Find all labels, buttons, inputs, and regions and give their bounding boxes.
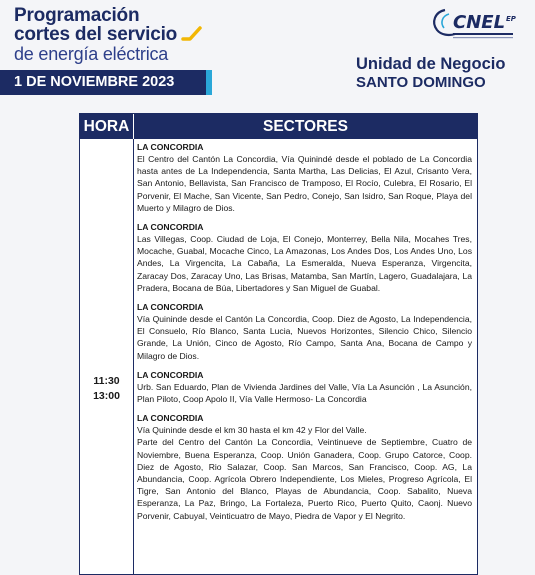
- sector-entry: [137, 370, 472, 405]
- hora-cell: [80, 374, 133, 404]
- title-line-1: Programación: [14, 5, 140, 26]
- sectores-cell: [137, 142, 472, 530]
- sector-entry: [137, 302, 472, 362]
- unit-title: Unidad de Negocio: [356, 55, 506, 73]
- cnel-logo: [431, 6, 523, 46]
- column-divider: [133, 139, 134, 574]
- column-header-hora: HORA: [83, 118, 130, 135]
- header-title-block: [14, 6, 203, 64]
- sector-description: Las Villegas, Coop. Ciudad de Loja, El Conejo, Monterrey, Bella Nila, Mocahes Tres, Mocache, Guabal, Mocache Cinco, La Amazonas, Los Andes Dos, Los Andes Uno, Los Andes, La Virgencita, La Cabaña, La Esmeralda, Nueva Esperanza, Virgencita, Zaracay Dos, Zaracay Uno, Las Brisas, Matamba, San Martín, Lagero, Guadalajara, La Pradera, Bocana de Búa, Libertadores y San Miguel de Guabal.: [137, 234, 472, 293]
- date-banner: 1 DE NOVIEMBRE 2023: [0, 70, 206, 95]
- title-line-2: [14, 25, 203, 44]
- sector-name: LA CONCORDIA: [137, 369, 204, 380]
- sector-name: LA CONCORDIA: [137, 302, 204, 313]
- sector-description: El Centro del Cantón La Concordia, Vía Quinindé desde el poblado de La Concordia hasta antes de La Independencia, Santa Martha, Las Delicias, El Azul, Crisanto Vera, San Antonio, Bellavista, San Francisco de Tramposo, El Rocío, Culebra, El Rosario, El Porvenir, El Mache, San Vicente, San Pedro, Conejo, San Isidro, San Roque, Playa del Muerto y Milagro de Dios.: [137, 154, 472, 213]
- sector-description: Vía Quininde desde el Cantón La Concordia, Coop. Diez de Agosto, La Independencia, El Consuelo, Río Blanco, Santa Lucia, Nuevos Horizontes, Silencio Chico, Silencio Grande, La Unión, Cinco de Agosto, Río Campo, Santa Ana, Bocana de Campo y Milagro de Dios.: [137, 314, 472, 361]
- business-unit: [356, 54, 505, 92]
- unit-name: SANTO DOMINGO: [356, 74, 486, 91]
- sector-name: LA CONCORDIA: [137, 413, 204, 424]
- cnel-logo-icon: [431, 6, 523, 46]
- svg-text:CNEL: CNEL: [453, 12, 506, 33]
- accent-check-icon: [181, 26, 203, 42]
- sector-name: LA CONCORDIA: [137, 222, 204, 233]
- sector-entry: [137, 142, 472, 214]
- date-banner-accent: [206, 70, 212, 95]
- sector-entry: [137, 413, 472, 522]
- hora-end: 13:00: [93, 390, 120, 402]
- title-line-3: de energía eléctrica: [14, 44, 169, 64]
- table-header: [80, 114, 477, 139]
- column-header-sectores: SECTORES: [263, 118, 348, 135]
- sector-description: Vía Quininde desde el km 30 hasta el km 42 y Flor del Valle.: [137, 425, 367, 436]
- title-line-2-text: cortes del servicio: [14, 24, 178, 45]
- sector-name: LA CONCORDIA: [137, 142, 204, 152]
- schedule-table: [79, 113, 478, 575]
- svg-text:EP: EP: [506, 15, 516, 23]
- sector-description-continued: Parte del Centro del Cantón La Concordia, Veintinueve de Septiembre, Cuatro de Noviembre, Buena Esperanza, Coop. Unión Ganadera, Coop. Grupo Catorce, Coop. Diez de Agosto, Rio Salazar, Coop. San Marcos, San Francisco, Coop. AG, La Abundancia, Coop. Agrícola Obrero Independiente, Los Mieles, Progreso Agrícola, El Tigre, San Antonio del Blanco, Playas de Abundancia, Coop. Sabalito, Nueva Esperanza, La Paz, Bringo, La Fortaleza, Puerto Rico, Puerto Quito, Caonj. Nuevo Porvenir, Cabuyal, Veinticuatro de Mayo, Piedra de Vapor y El Negrito.: [137, 437, 472, 521]
- hora-start: 11:30: [93, 375, 120, 387]
- sector-description: Urb. San Eduardo, Plan de Vivienda Jardines del Valle, Vía La Asunción , La Asunción, Plan Piloto, Coop Apolo II, Vía Valle Hermoso- La Concordia: [137, 381, 472, 405]
- sector-entry: [137, 222, 472, 294]
